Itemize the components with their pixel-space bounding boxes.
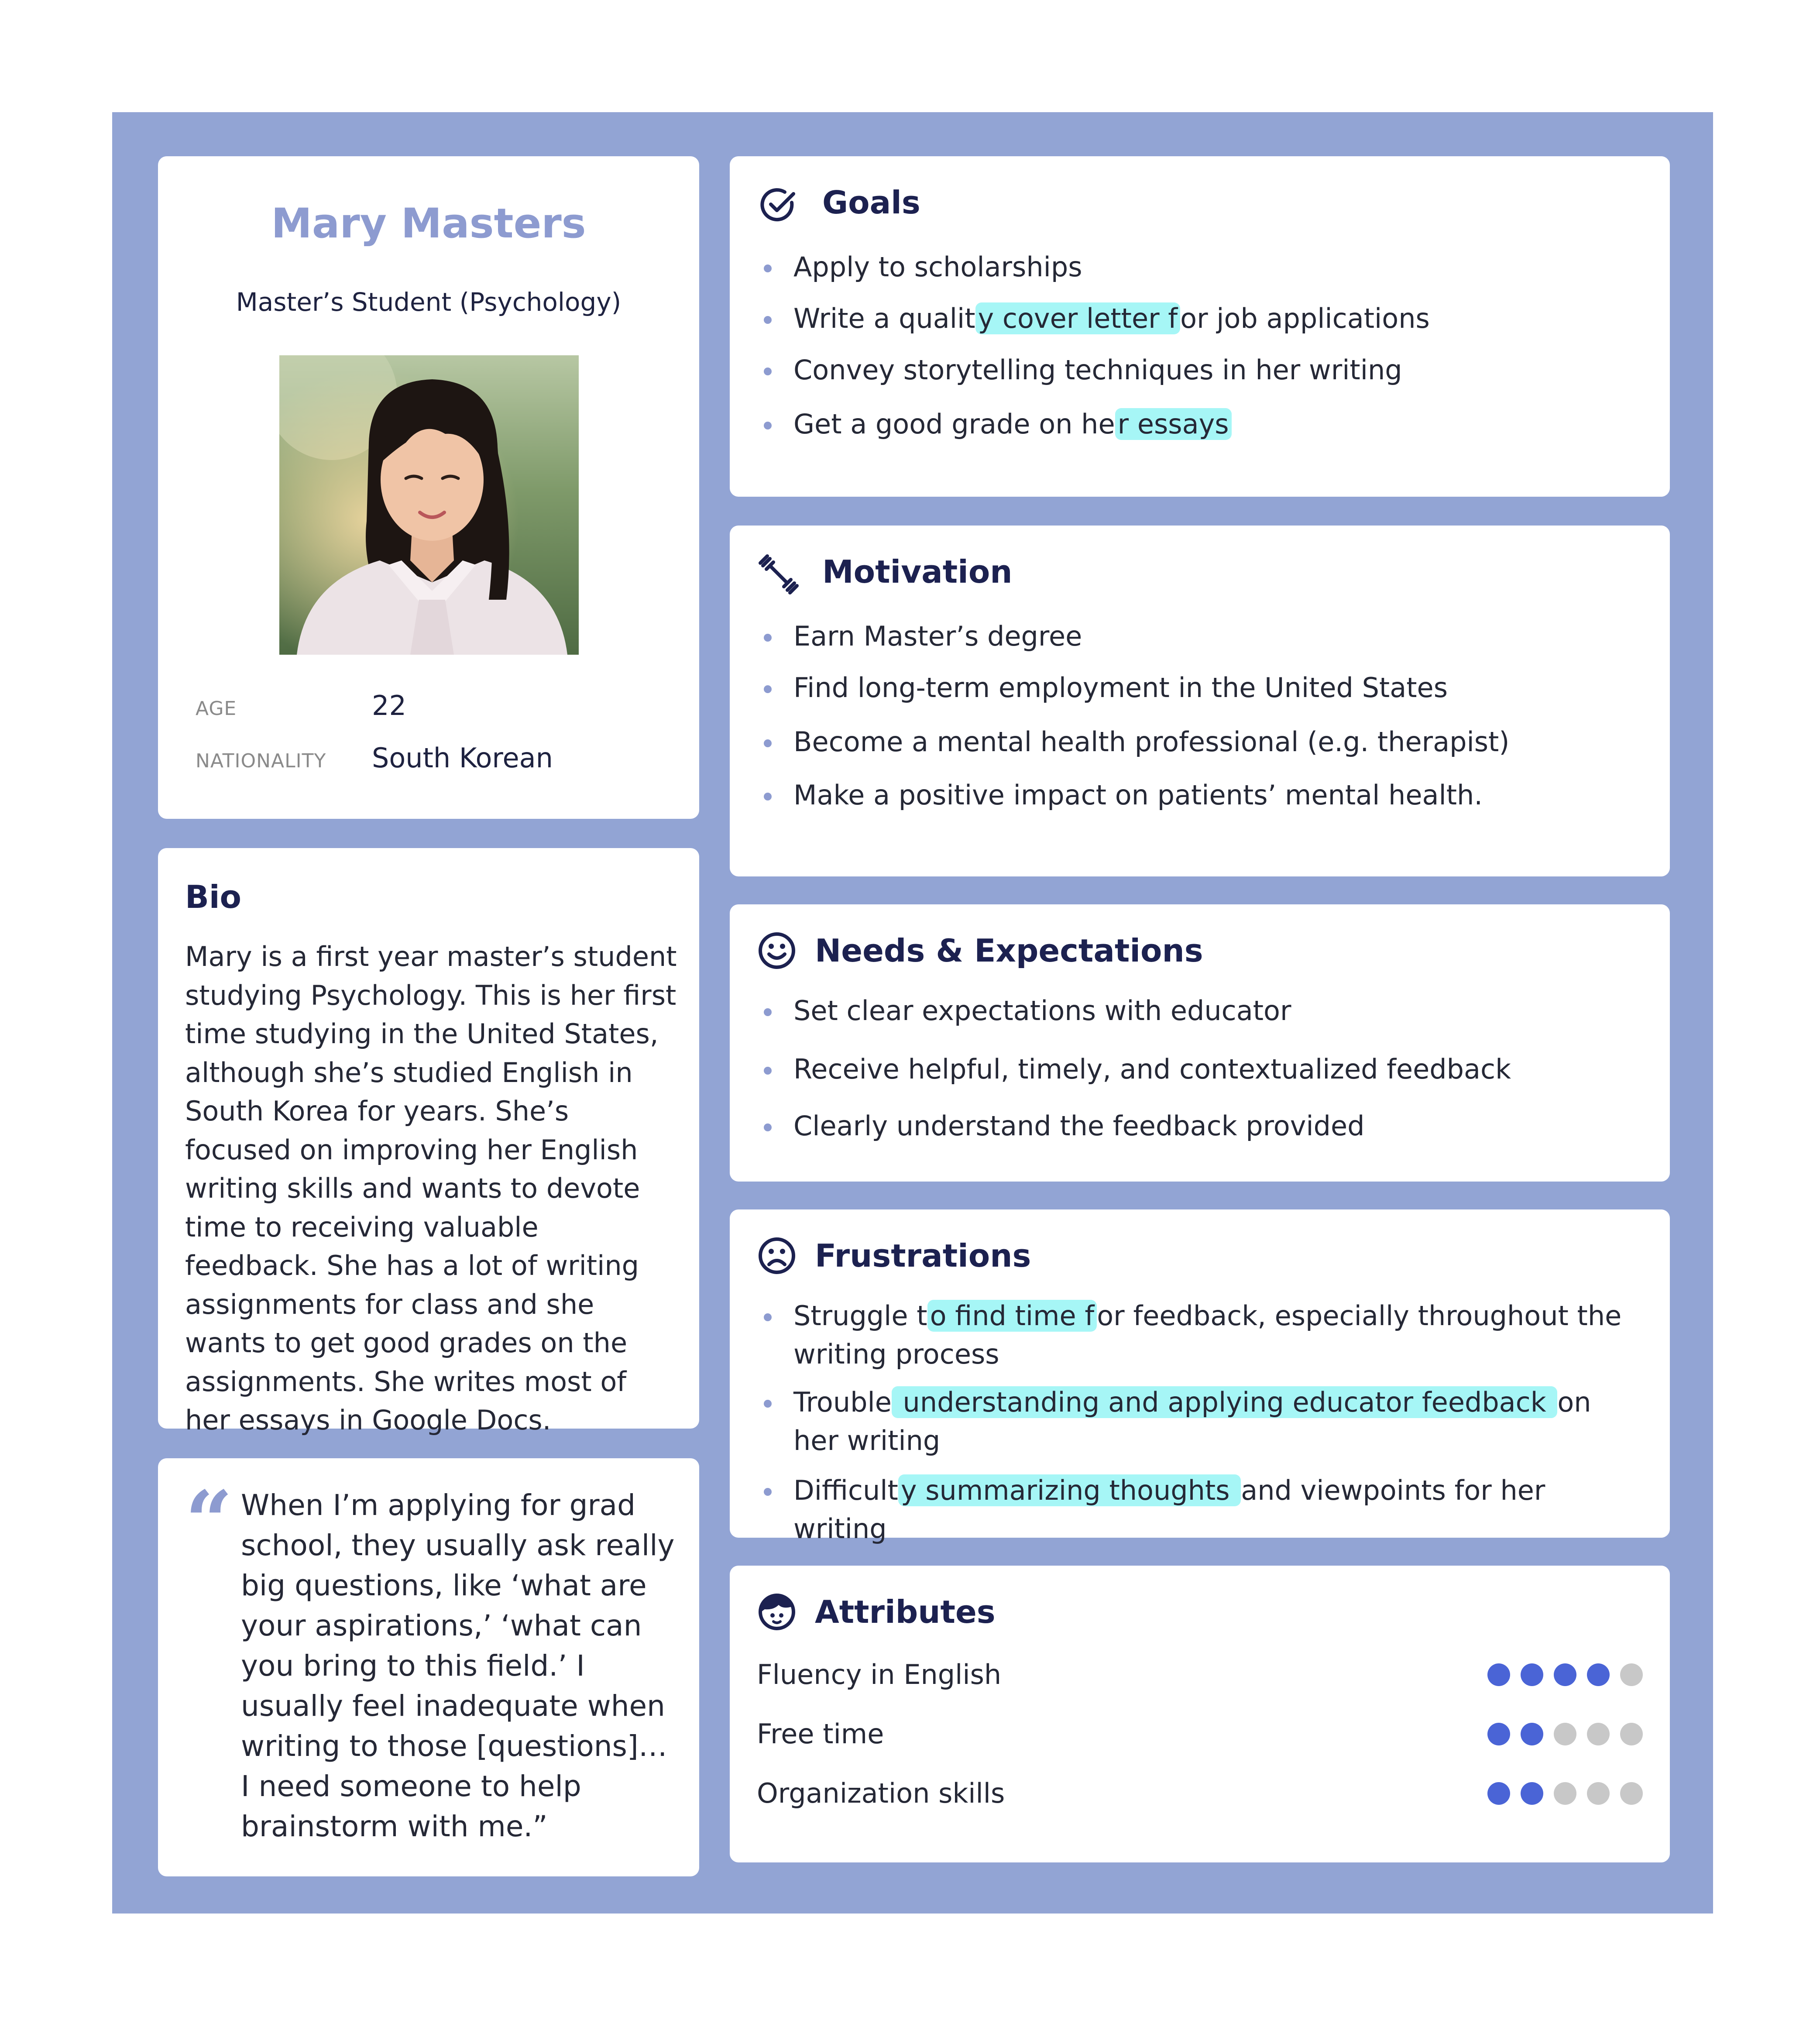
- frown-icon: [757, 1236, 797, 1278]
- motivation-list: [793, 617, 1510, 828]
- face-profile-icon: [757, 1592, 797, 1634]
- profile-card: [158, 156, 699, 819]
- attribute-label: Organization skills: [757, 1777, 1005, 1809]
- attribute-label: Free time: [757, 1718, 884, 1750]
- nationality-value: South Korean: [372, 742, 553, 774]
- check-circle-icon: [759, 185, 799, 227]
- attributes-card: [730, 1566, 1670, 1862]
- frustrations-list: [793, 1297, 1645, 1548]
- rating-dot-empty: [1554, 1782, 1576, 1805]
- goal-item: Convey storytelling techniques in her writing: [793, 351, 1430, 405]
- motivation-card: [730, 526, 1670, 876]
- goal-item: Write a quality cover letter for job applications: [793, 299, 1430, 351]
- nationality-label: NATIONALITY: [196, 750, 326, 772]
- persona-frame: [112, 112, 1713, 1914]
- attribute-row: [757, 1653, 1643, 1697]
- needs-list: [793, 992, 1511, 1158]
- motivation-item: Become a mental health professional (e.g. therapist): [793, 723, 1510, 776]
- age-value: 22: [372, 690, 406, 721]
- bio-card: [158, 848, 699, 1436]
- attribute-row: [757, 1772, 1643, 1815]
- goal-item: Apply to scholarships: [793, 248, 1430, 299]
- rating-dot-filled: [1487, 1782, 1510, 1805]
- frustration-item: Difficulty summarizing thoughts and viewpoints for her writing: [793, 1471, 1645, 1548]
- rating-dot-empty: [1620, 1663, 1643, 1686]
- persona-role: Master’s Student (Psychology): [236, 287, 622, 317]
- rating-dot-empty: [1620, 1723, 1643, 1745]
- needs-title: Needs & Expectations: [815, 932, 1203, 969]
- motivation-item: Make a positive impact on patients’ mental health.: [793, 776, 1510, 828]
- rating-dot-empty: [1620, 1782, 1643, 1805]
- need-item: Receive helpful, timely, and contextualized feedback: [793, 1050, 1511, 1107]
- rating-dot-filled: [1521, 1723, 1543, 1745]
- goals-card: [730, 156, 1670, 497]
- persona-name: Mary Masters: [271, 200, 586, 247]
- rating-dots: [1487, 1663, 1643, 1686]
- frustrations-card: [730, 1209, 1670, 1545]
- need-item: Set clear expectations with educator: [793, 992, 1511, 1050]
- rating-dot-filled: [1487, 1663, 1510, 1686]
- rating-dot-filled: [1487, 1723, 1510, 1745]
- attributes-title: Attributes: [815, 1594, 996, 1630]
- rating-dot-empty: [1587, 1723, 1610, 1745]
- bio-title: Bio: [185, 879, 242, 915]
- rating-dot-empty: [1554, 1723, 1576, 1745]
- rating-dot-filled: [1521, 1663, 1543, 1686]
- age-label: AGE: [196, 697, 237, 720]
- rating-dots: [1487, 1723, 1643, 1745]
- bio-text: Mary is a first year master’s student studying Psychology. This is her first time studying in the United States, although she’s studied English in South Korea for years. She’s focused on improving her English writing skills and wants to devote time to receiving valuable feedback. She has a lot of writing assignments for class and she wants to get good grades on the assignments. She writes most of her essays in Google Docs.: [185, 941, 677, 1436]
- rating-dot-filled: [1521, 1782, 1543, 1805]
- frustrations-title: Frustrations: [815, 1237, 1031, 1274]
- smile-icon: [757, 931, 797, 972]
- quote-text: When I’m applying for grad school, they usually ask really big questions, like ‘what are your aspirations,’ ‘what can you bring to this field.’ I usually feel inadequate when writing to those [questions]… I need someone to help brainstorm with me.”: [241, 1488, 675, 1843]
- motivation-item: Find long-term employment in the United States: [793, 669, 1510, 723]
- attribute-label: Fluency in English: [757, 1659, 1002, 1690]
- rating-dot-filled: [1587, 1663, 1610, 1686]
- portrait-photo: [279, 355, 579, 655]
- dumbbell-icon: [759, 554, 799, 596]
- goals-list: [793, 248, 1430, 457]
- rating-dot-filled: [1554, 1663, 1576, 1686]
- motivation-title: Motivation: [822, 553, 1013, 590]
- quote-mark-icon: “: [185, 1473, 233, 1570]
- frustration-item: Trouble understanding and applying educator feedback on her writing: [793, 1383, 1645, 1460]
- rating-dot-empty: [1587, 1782, 1610, 1805]
- need-item: Clearly understand the feedback provided: [793, 1107, 1511, 1158]
- goal-item: Get a good grade on her essays: [793, 405, 1430, 457]
- goals-title: Goals: [822, 184, 920, 221]
- needs-card: [730, 904, 1670, 1182]
- attribute-row: [757, 1712, 1643, 1756]
- frustration-item: Struggle to find time for feedback, especially throughout the writing process: [793, 1297, 1645, 1374]
- motivation-item: Earn Master’s degree: [793, 617, 1510, 669]
- quote-card: [158, 1458, 699, 1876]
- rating-dots: [1487, 1782, 1643, 1805]
